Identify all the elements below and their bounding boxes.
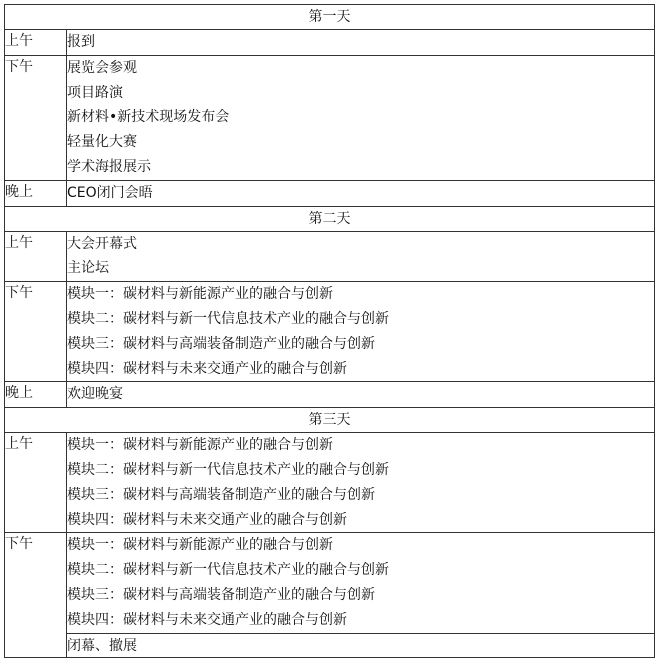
agenda-item: 展览会参观 xyxy=(67,59,137,76)
agenda-item: 模块一：碳材料与新能源产业的融合与创新 xyxy=(67,286,333,303)
agenda-item: 模块三：碳材料与高端装备制造产业的融合与创新 xyxy=(67,586,375,603)
period-label: 晚上 xyxy=(5,382,67,408)
slot-items xyxy=(67,282,655,382)
slot-row xyxy=(5,55,655,180)
period-label: 下午 xyxy=(5,533,67,658)
slot-items xyxy=(67,55,655,180)
agenda-item: 报到 xyxy=(67,34,95,50)
slot-row xyxy=(5,433,655,533)
agenda-item: 模块二：碳材料与新一代信息技术产业的融合与创新 xyxy=(67,310,389,327)
slot-items xyxy=(67,433,655,533)
slot-items xyxy=(67,382,655,408)
agenda-item: 欢迎晚宴 xyxy=(67,386,123,403)
agenda-item: 模块四：碳材料与未来交通产业的融合与创新 xyxy=(67,611,347,628)
day-title: 第三天 xyxy=(5,408,655,433)
slot-row xyxy=(5,231,655,282)
agenda-item: 模块四：碳材料与未来交通产业的融合与创新 xyxy=(67,360,347,377)
agenda-item: CEO闭门会晤 xyxy=(67,184,153,201)
slot-items xyxy=(67,633,655,657)
agenda-item: 闭幕、撤展 xyxy=(67,637,137,654)
period-label: 下午 xyxy=(5,282,67,382)
schedule-table xyxy=(4,4,655,658)
slot-items xyxy=(67,180,655,206)
slot-row xyxy=(5,282,655,382)
slot-items xyxy=(67,231,655,282)
agenda-item: 模块三：碳材料与高端装备制造产业的融合与创新 xyxy=(67,486,375,503)
slot-row xyxy=(5,30,655,56)
day-title: 第二天 xyxy=(5,206,655,231)
agenda-item: 轻量化大赛 xyxy=(67,134,137,151)
slot-subrow xyxy=(5,633,655,657)
agenda-item: 模块四：碳材料与未来交通产业的融合与创新 xyxy=(67,511,347,528)
agenda-item: 模块二：碳材料与新一代信息技术产业的融合与创新 xyxy=(67,562,389,579)
period-label: 上午 xyxy=(5,30,67,56)
agenda-item: 项目路演 xyxy=(67,84,123,101)
day-header-row xyxy=(5,5,655,30)
agenda-item: 模块三：碳材料与高端装备制造产业的融合与创新 xyxy=(67,335,375,352)
period-label: 上午 xyxy=(5,231,67,282)
agenda-item: 学术海报展示 xyxy=(67,158,151,175)
slot-row xyxy=(5,180,655,206)
agenda-item: 大会开幕式 xyxy=(67,235,137,252)
period-label: 晚上 xyxy=(5,180,67,206)
agenda-item: 模块一：碳材料与新能源产业的融合与创新 xyxy=(67,437,333,454)
agenda-item: 新材料•新技术现场发布会 xyxy=(67,109,230,126)
slot-items xyxy=(67,30,655,56)
agenda-item: 模块二：碳材料与新一代信息技术产业的融合与创新 xyxy=(67,461,389,478)
slot-row xyxy=(5,533,655,633)
slot-items xyxy=(67,533,655,633)
period-label: 下午 xyxy=(5,55,67,180)
agenda-item: 主论坛 xyxy=(67,260,109,277)
day-title: 第一天 xyxy=(5,5,655,30)
day-header-row xyxy=(5,206,655,231)
day-header-row xyxy=(5,408,655,433)
agenda-item: 模块一：碳材料与新能源产业的融合与创新 xyxy=(67,537,333,554)
period-label: 上午 xyxy=(5,433,67,533)
slot-row xyxy=(5,382,655,408)
